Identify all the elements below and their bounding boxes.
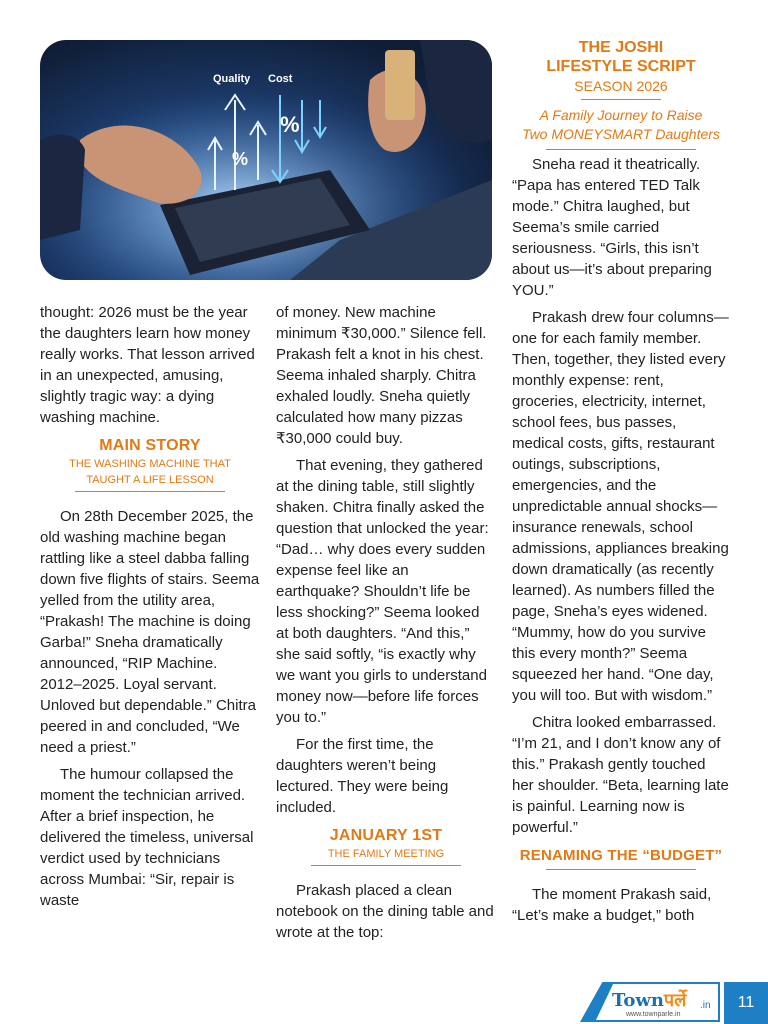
divider <box>581 99 661 100</box>
divider <box>546 869 696 870</box>
divider <box>311 865 461 866</box>
page-number: 11 <box>724 982 768 1024</box>
section-heading-january-1st <box>276 826 496 866</box>
series-header <box>512 38 730 150</box>
paragraph: The moment Prakash said, “Let’s make a budget,” both <box>512 886 712 924</box>
section-heading-main-story <box>40 436 260 492</box>
cash-notes <box>385 50 415 120</box>
paragraph: Chitra looked embarrassed. “I’m 21, and I don’t know any of this.” Prakash gently touched her shoulder. “Beta, learning late is painful. Learning now is powerful.” <box>512 714 729 836</box>
paragraph: For the first time, the daughters weren’t being lectured. They were being included. <box>276 736 449 816</box>
paragraph: Prakash placed a clean notebook on the dining table and wrote at the top: <box>276 882 494 941</box>
paragraph: The humour collapsed the moment the technician arrived. After a brief inspection, he delivered the timeless, universal verdict used by technicians across Mumbai: “Sir, repair is waste <box>40 766 254 909</box>
paragraph: On 28th December 2025, the old washing machine began rattling like a steel dabba falling down five flights of stairs. Seema yelled from the utility area, “Prakash! The machine is doing Garba!” Sneha dramatically announced, “RIP Machine. 2012–2025. Loyal servant. Unloved but dependable.” Chitra peered in and concluded, “We need a priest.” <box>40 508 260 756</box>
section-subtitle-line2: TAUGHT A LIFE LESSON <box>86 474 214 486</box>
article-column-1 <box>40 302 260 917</box>
hero-label-cost: Cost <box>268 73 293 85</box>
hero-image <box>40 40 492 280</box>
paragraph: Sneha read it theatrically. “Papa has entered TED Talk mode.” Chitra laughed, but Seema’s smile carried seriousness. “Girls, this isn’t about us—it’s about preparing YOU.” <box>512 156 712 299</box>
percent-icon-small: % <box>232 149 249 169</box>
paragraph: Prakash drew four columns—one for each family member. Then, together, they listed every monthly expense: rent, groceries, electricity, internet, school fees, bus passes, medical costs, gifts, restaurant outings, subscriptions, emergencies, and the unpredictable annual shocks—insurance renewals, school admissions, appliances breaking down dramatically (as recently learned). As numbers filled the page, Sneha’s eyes widened. “Mummy, how do you survive this every month?” Seema squeezed her hand. “One day, you will too. But with wisdom.” <box>512 309 729 704</box>
section-title: RENAMING THE “BUDGET” <box>519 847 723 864</box>
divider <box>75 491 225 492</box>
section-title: MAIN STORY <box>99 437 201 454</box>
percent-icon: % <box>280 112 300 137</box>
paragraph: thought: 2026 must be the year the daughters learn how money really works. That lesson arrived in an unexpected, amusing, slightly tragic way: a dying washing machine. <box>40 304 255 426</box>
paragraph: of money. New machine minimum ₹30,000.” Silence fell. Prakash felt a knot in his chest. Seema inhaled sharply. Chitra exhaled loudly. Sneha quietly calculated how many pizzas ₹30,000 could buy. <box>276 304 487 447</box>
hero-label-quality: Quality <box>213 73 251 85</box>
section-title: JANUARY 1ST <box>329 827 443 844</box>
logo-domain: .in <box>700 1000 711 1011</box>
series-title-line1: THE JOSHI <box>578 39 664 56</box>
divider <box>546 149 696 150</box>
series-title-line2: LIFESTYLE SCRIPT <box>546 58 696 75</box>
logo-devanagari: पर्ले <box>663 990 687 1011</box>
series-tagline-line1: A Family Journey to Raise <box>539 107 703 123</box>
section-subtitle-line1: THE WASHING MACHINE THAT <box>69 458 231 470</box>
series-tagline-line2: Two MONEYSMART Daughters <box>522 126 720 142</box>
section-subtitle: THE FAMILY MEETING <box>327 848 445 860</box>
logo-url[interactable]: www.townparle.in <box>626 1011 681 1018</box>
hero-illustration <box>40 40 492 280</box>
series-season: SEASON 2026 <box>574 78 668 94</box>
logo-town: Town <box>612 990 664 1011</box>
townparle-logo[interactable] <box>612 988 686 1012</box>
paragraph: That evening, they gathered at the dining table, still slightly shaken. Chitra finally asked the question that unlocked the year: “Dad… why does every sudden expense feel like an earthquake? Shouldn’t life be less shocking?” Seema looked at both daughters. “And this,” she said softly, “is exactly why we want you girls to understand money now—before life forces you to.” <box>276 457 489 726</box>
article-column-2 <box>276 302 496 949</box>
section-heading-renaming-budget <box>512 846 730 870</box>
article-column-3 <box>512 154 730 932</box>
